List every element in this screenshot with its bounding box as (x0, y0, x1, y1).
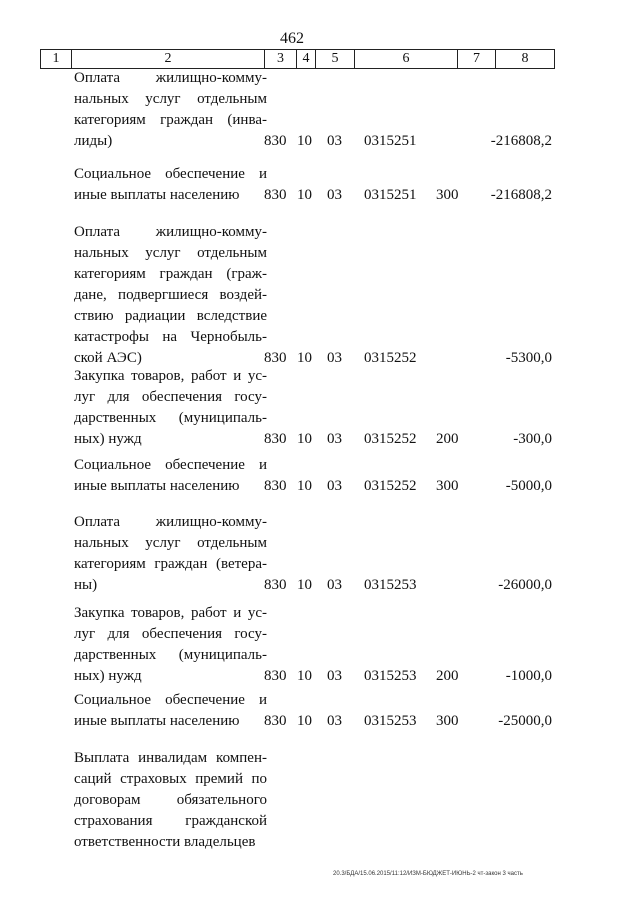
description-line: нальных услуг отдельным (74, 535, 267, 551)
description-line: страхования гражданской (74, 813, 267, 829)
row-description (74, 455, 267, 497)
cell-c7: 200 (436, 668, 459, 684)
cell-c3: 830 (264, 187, 287, 203)
cell-c7: 300 (436, 187, 459, 203)
description-line: ской АЭС) (74, 350, 142, 366)
row-description (74, 164, 267, 206)
cell-c5: 03 (327, 478, 342, 494)
cell-c6: 0315253 (364, 577, 417, 593)
cell-c8: -1000,0 (505, 668, 552, 684)
header-col-2: 2 (72, 50, 265, 68)
description-line: категориям граждан (ветера- (74, 556, 267, 572)
cell-c4: 10 (297, 187, 312, 203)
row-description (74, 222, 267, 369)
description-line: иные выплаты населению (74, 187, 240, 203)
description-line: категориям граждан (граж- (74, 266, 267, 282)
cell-c6: 0315251 (364, 187, 417, 203)
description-line: нальных услуг отдельным (74, 91, 267, 107)
description-line: луг для обеспечения госу- (74, 626, 267, 642)
cell-c4: 10 (297, 133, 312, 149)
description-line: Закупка товаров, работ и ус- (74, 368, 267, 384)
description-line: нальных услуг отдельным (74, 245, 267, 261)
cell-c7: 300 (436, 478, 459, 494)
cell-c5: 03 (327, 133, 342, 149)
cell-c5: 03 (327, 668, 342, 684)
description-line: дарственных (муниципаль- (74, 410, 267, 426)
description-line: категориям граждан (инва- (74, 112, 267, 128)
cell-c5: 03 (327, 577, 342, 593)
cell-c3: 830 (264, 713, 287, 729)
cell-c6: 0315252 (364, 350, 417, 366)
cell-c6: 0315253 (364, 668, 417, 684)
cell-c8: -5000,0 (505, 478, 552, 494)
cell-c6: 0315253 (364, 713, 417, 729)
page-number: 462 (280, 30, 304, 47)
row-description (74, 366, 267, 450)
cell-c8: -25000,0 (498, 713, 552, 729)
cell-c5: 03 (327, 187, 342, 203)
table-header (40, 49, 555, 69)
description-line: саций страховых премий по (74, 771, 267, 787)
description-line: Социальное обеспечение и (74, 457, 267, 473)
description-line: дарственных (муниципаль- (74, 647, 267, 663)
row-description (74, 603, 267, 687)
description-line: договорам обязательного (74, 792, 267, 808)
cell-c4: 10 (297, 713, 312, 729)
description-line: иные выплаты населению (74, 713, 240, 729)
cell-c4: 10 (297, 668, 312, 684)
cell-c5: 03 (327, 350, 342, 366)
row-description (74, 68, 267, 152)
cell-c3: 830 (264, 577, 287, 593)
cell-c8: -216808,2 (490, 133, 552, 149)
description-line: ных) нужд (74, 431, 142, 447)
cell-c8: -300,0 (513, 431, 552, 447)
description-line: катастрофы на Чернобыль- (74, 329, 267, 345)
header-col-3: 3 (265, 50, 297, 68)
header-col-5: 5 (316, 50, 355, 68)
description-line: Социальное обеспечение и (74, 692, 267, 708)
cell-c7: 200 (436, 431, 459, 447)
cell-c3: 830 (264, 350, 287, 366)
description-line: Выплата инвалидам компен- (74, 750, 267, 766)
cell-c5: 03 (327, 431, 342, 447)
cell-c3: 830 (264, 133, 287, 149)
description-line: Оплата жилищно-комму- (74, 224, 267, 240)
cell-c8: -5300,0 (505, 350, 552, 366)
description-line: ных) нужд (74, 668, 142, 684)
header-col-8: 8 (521, 51, 529, 66)
cell-c8: -26000,0 (498, 577, 552, 593)
description-line: Оплата жилищно-комму- (74, 514, 267, 530)
row-description (74, 748, 267, 853)
cell-c7: 300 (436, 713, 459, 729)
cell-c6: 0315252 (364, 431, 417, 447)
cell-c3: 830 (264, 668, 287, 684)
header-col-6: 6 (355, 50, 458, 68)
row-description (74, 690, 267, 732)
cell-c6: 0315251 (364, 133, 417, 149)
cell-c4: 10 (297, 577, 312, 593)
cell-c6: 0315252 (364, 478, 417, 494)
cell-c8: -216808,2 (490, 187, 552, 203)
description-line: Социальное обеспечение и (74, 166, 267, 182)
cell-c3: 830 (264, 431, 287, 447)
header-col-4: 4 (297, 50, 316, 68)
description-line: ны) (74, 577, 98, 593)
description-line: ствию радиации вследствие (74, 308, 267, 324)
description-line: Закупка товаров, работ и ус- (74, 605, 267, 621)
cell-c4: 10 (297, 478, 312, 494)
description-line: ответственности владельцев (74, 834, 256, 850)
header-col-7: 7 (458, 50, 496, 68)
description-line: иные выплаты населению (74, 478, 240, 494)
cell-c5: 03 (327, 713, 342, 729)
cell-c3: 830 (264, 478, 287, 494)
cell-c4: 10 (297, 350, 312, 366)
description-line: Оплата жилищно-комму- (74, 70, 267, 86)
description-line: дане, подвергшиеся воздей- (74, 287, 267, 303)
footer-reference: 20.3/БДА/15.06.2015/11:12/ИЗМ-БЮДЖЕТ-ИЮНЬ-2 чт-закон 3 часть (333, 871, 523, 877)
header-col-1: 1 (41, 50, 72, 68)
row-description (74, 512, 267, 596)
description-line: лиды) (74, 133, 113, 149)
description-line: луг для обеспечения госу- (74, 389, 267, 405)
cell-c4: 10 (297, 431, 312, 447)
